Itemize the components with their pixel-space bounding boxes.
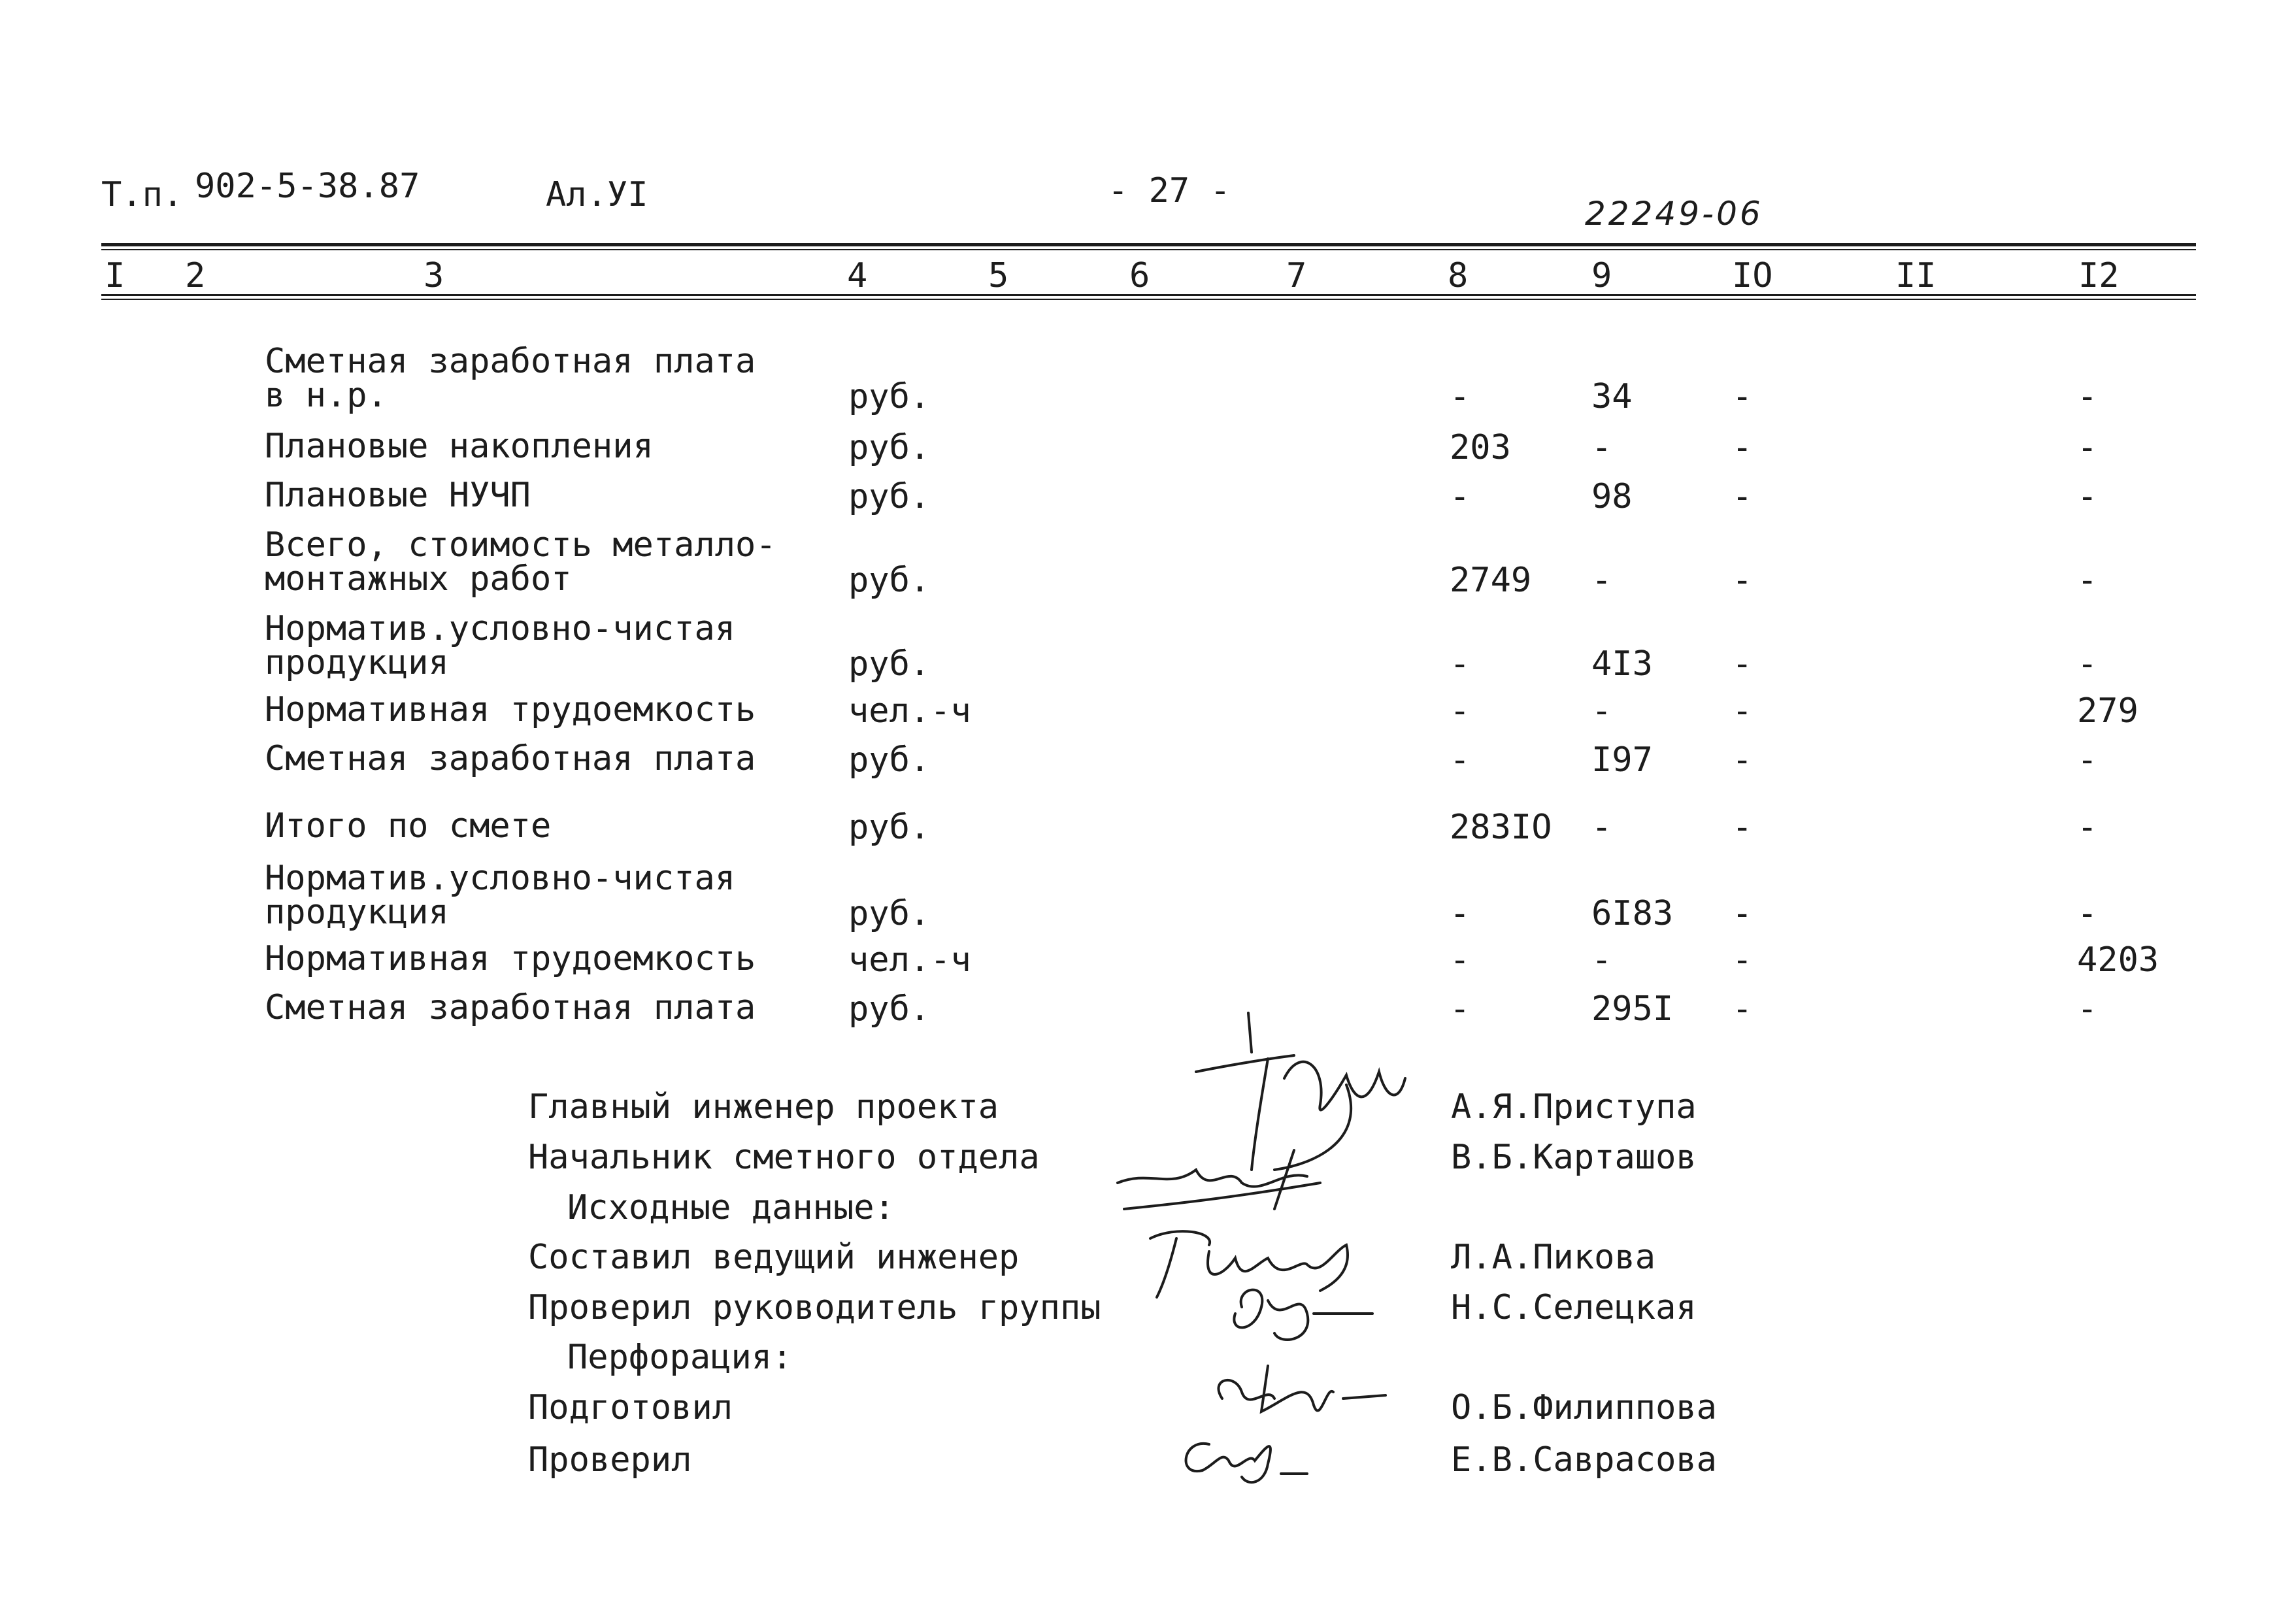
cell-col-12: - <box>2077 377 2098 416</box>
signature-role: Проверил <box>528 1440 692 1480</box>
signature-seletskaya <box>1216 1274 1386 1346</box>
column-number-3: 3 <box>424 256 444 295</box>
row-label: монтажных работ <box>265 559 572 599</box>
cell-col-10: - <box>1732 691 1753 731</box>
column-number-10: IO <box>1732 256 1773 295</box>
cell-col-9: - <box>1591 428 1612 467</box>
cell-col-9: - <box>1591 691 1612 731</box>
cell-col-12: 279 <box>2077 691 2138 731</box>
row-label: Сметная заработная плата <box>265 342 756 381</box>
cell-col-10: - <box>1732 808 1753 847</box>
cell-col-9: 98 <box>1591 477 1633 516</box>
row-label: в н.р. <box>265 376 388 415</box>
row-label: Норматив.условно-чистая <box>265 609 736 648</box>
cell-col-8: - <box>1450 477 1471 516</box>
signatory-name: В.Б.Карташов <box>1451 1138 1697 1177</box>
cell-col-8: - <box>1450 989 1471 1029</box>
cell-col-12: - <box>2077 644 2098 684</box>
cell-col-8: - <box>1450 377 1471 416</box>
row-label: Норматив.условно-чистая <box>265 859 736 898</box>
row-label: Всего, стоимость металло- <box>265 525 776 565</box>
signature-role: Подготовил <box>528 1388 733 1427</box>
cell-col-12: 4203 <box>2077 940 2159 980</box>
column-number-9: 9 <box>1591 256 1612 295</box>
column-number-7: 7 <box>1286 256 1307 295</box>
row-unit: руб. <box>848 644 931 684</box>
row-label: Сметная заработная плата <box>265 988 756 1027</box>
cell-col-10: - <box>1732 740 1753 780</box>
signatory-name: О.Б.Филиппова <box>1451 1388 1717 1427</box>
cell-col-9: 34 <box>1591 377 1633 416</box>
row-unit: руб. <box>848 377 931 416</box>
cell-col-9: - <box>1591 808 1612 847</box>
cell-col-8: 203 <box>1450 428 1511 467</box>
cell-col-10: - <box>1732 428 1753 467</box>
cell-col-10: - <box>1732 644 1753 684</box>
signature-filippova <box>1196 1359 1392 1431</box>
cell-col-9: 6I83 <box>1591 894 1674 933</box>
row-label: продукция <box>265 893 449 932</box>
inventory-number: 22249-06 <box>1585 195 1763 233</box>
column-header-rule-thin <box>101 299 2196 300</box>
cell-col-12: - <box>2077 561 2098 600</box>
signature-role: Главный инженер проекта <box>528 1087 999 1127</box>
signature-kartashov <box>1111 1131 1346 1222</box>
signature-savrasova <box>1170 1425 1320 1490</box>
signatory-name: Н.С.Селецкая <box>1451 1288 1697 1327</box>
column-number-11: II <box>1895 256 1937 295</box>
cell-col-8: 2749 <box>1450 561 1532 600</box>
signature-role: Составил ведущий инженер <box>528 1238 1020 1277</box>
row-unit: чел.-ч <box>848 691 971 731</box>
cell-col-10: - <box>1732 477 1753 516</box>
cell-col-9: I97 <box>1591 740 1653 780</box>
signature-role: Перфорация: <box>567 1338 793 1377</box>
row-unit: руб. <box>848 808 931 847</box>
row-unit: руб. <box>848 740 931 780</box>
cell-col-9: 295I <box>1591 989 1674 1029</box>
row-label: Нормативная трудоемкость <box>265 939 756 978</box>
cell-col-10: - <box>1732 894 1753 933</box>
row-label: Сметная заработная плата <box>265 739 756 778</box>
column-number-4: 4 <box>847 256 868 295</box>
top-rule <box>101 243 2196 246</box>
cell-col-10: - <box>1732 989 1753 1029</box>
cell-col-12: - <box>2077 740 2098 780</box>
cell-col-8: - <box>1450 894 1471 933</box>
cell-col-8: - <box>1450 691 1471 731</box>
doc-prefix: Т.п. <box>101 175 184 214</box>
page-number: - 27 - <box>1108 171 1231 210</box>
cell-col-9: - <box>1591 561 1612 600</box>
row-unit: чел.-ч <box>848 940 971 980</box>
signatory-name: А.Я.Приступа <box>1451 1087 1697 1127</box>
column-number-2: 2 <box>185 256 206 295</box>
row-unit: руб. <box>848 428 931 467</box>
column-number-6: 6 <box>1129 256 1150 295</box>
row-label: Итого по смете <box>265 806 552 846</box>
cell-col-9: 4I3 <box>1591 644 1653 684</box>
cell-col-8: 283IO <box>1450 808 1552 847</box>
signatory-name: Л.А.Пикова <box>1451 1238 1656 1277</box>
column-number-12: I2 <box>2078 256 2119 295</box>
cell-col-12: - <box>2077 894 2098 933</box>
row-label: продукция <box>265 643 449 682</box>
signature-role: Исходные данные: <box>567 1188 895 1227</box>
cell-col-8: - <box>1450 940 1471 980</box>
row-unit: руб. <box>848 561 931 600</box>
row-unit: руб. <box>848 989 931 1029</box>
row-unit: руб. <box>848 894 931 933</box>
signature-role: Начальник сметного отдела <box>528 1138 1040 1177</box>
album-number: Ал.УI <box>546 175 648 214</box>
cell-col-8: - <box>1450 740 1471 780</box>
cell-col-12: - <box>2077 989 2098 1029</box>
cell-col-12: - <box>2077 477 2098 516</box>
column-number-5: 5 <box>988 256 1009 295</box>
top-rule-thin <box>101 249 2196 250</box>
cell-col-10: - <box>1732 377 1753 416</box>
row-label: Нормативная трудоемкость <box>265 690 756 729</box>
cell-col-8: - <box>1450 644 1471 684</box>
row-label: Плановые НУЧП <box>265 476 531 515</box>
row-unit: руб. <box>848 477 931 516</box>
signature-role: Проверил руководитель группы <box>528 1288 1101 1327</box>
signatory-name: Е.В.Саврасова <box>1451 1440 1717 1480</box>
cell-col-10: - <box>1732 940 1753 980</box>
cell-col-10: - <box>1732 561 1753 600</box>
cell-col-9: - <box>1591 940 1612 980</box>
cell-col-12: - <box>2077 808 2098 847</box>
cell-col-12: - <box>2077 428 2098 467</box>
column-number-1: I <box>105 256 125 295</box>
row-label: Плановые накопления <box>265 427 654 466</box>
column-number-8: 8 <box>1448 256 1469 295</box>
doc-number: 902-5-38.87 <box>195 167 420 206</box>
